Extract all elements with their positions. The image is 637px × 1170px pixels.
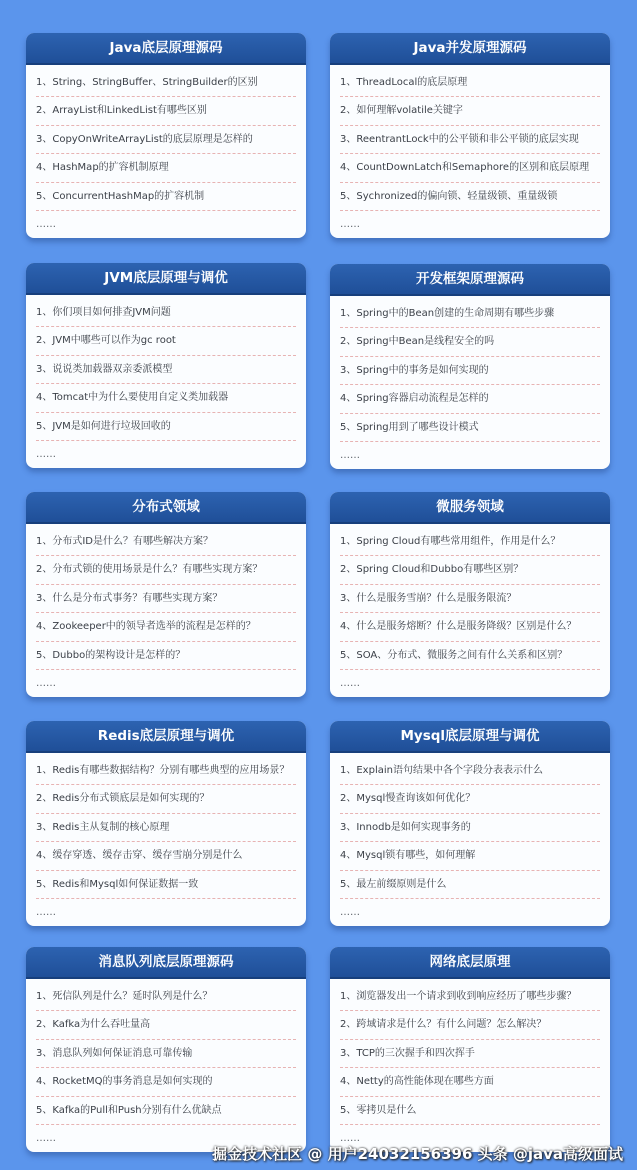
card-title: 消息队列底层原理源码 bbox=[26, 947, 306, 979]
list-item: 4、HashMap的扩容机制原理 bbox=[36, 154, 296, 182]
list-item: 4、Tomcat中为什么要使用自定义类加载器 bbox=[36, 384, 296, 412]
list-item: 5、Dubbo的架构设计是怎样的？ bbox=[36, 642, 296, 670]
list-item: 1、Spring Cloud有哪些常用组件，作用是什么？ bbox=[340, 528, 600, 556]
list-item-ellipsis: …… bbox=[36, 1132, 56, 1144]
card-network bbox=[330, 947, 610, 1152]
list-item: 3、说说类加载器双亲委派模型 bbox=[36, 356, 296, 384]
card-title: 开发框架原理源码 bbox=[330, 264, 610, 296]
list-item: 4、CountDownLatch和Semaphore的区别和底层原理 bbox=[340, 154, 600, 182]
list-item: 5、零拷贝是什么 bbox=[340, 1097, 600, 1125]
list-item: 3、消息队列如何保证消息可靠传输 bbox=[36, 1040, 296, 1068]
list-item: 2、JVM中哪些可以作为gc root bbox=[36, 327, 296, 355]
card-title: Java并发原理源码 bbox=[330, 33, 610, 65]
card-title: Redis底层原理与调优 bbox=[26, 721, 306, 753]
list-item: 2、Spring Cloud和Dubbo有哪些区别？ bbox=[340, 556, 600, 584]
card-microservices bbox=[330, 492, 610, 697]
list-item: 1、ThreadLocal的底层原理 bbox=[340, 69, 600, 97]
card-distributed bbox=[26, 492, 306, 697]
card-title: Mysql底层原理与调优 bbox=[330, 721, 610, 753]
list-item-ellipsis: …… bbox=[340, 677, 360, 689]
list-item: 2、Redis分布式锁底层是如何实现的？ bbox=[36, 785, 296, 813]
list-item: 2、跨域请求是什么？有什么问题？怎么解决？ bbox=[340, 1011, 600, 1039]
card-redis bbox=[26, 721, 306, 926]
card-message-queue bbox=[26, 947, 306, 1152]
list-item: 5、Kafka的Pull和Push分别有什么优缺点 bbox=[36, 1097, 296, 1125]
list-item: 5、JVM是如何进行垃圾回收的 bbox=[36, 413, 296, 441]
card-title: Java底层原理源码 bbox=[26, 33, 306, 65]
list-item: 1、你们项目如何排查JVM问题 bbox=[36, 299, 296, 327]
list-item-ellipsis: …… bbox=[340, 449, 360, 461]
list-item: 1、Explain语句结果中各个字段分表表示什么 bbox=[340, 757, 600, 785]
list-item: 4、RocketMQ的事务消息是如何实现的 bbox=[36, 1068, 296, 1096]
list-item: 1、Spring中的Bean创建的生命周期有哪些步骤 bbox=[340, 300, 600, 328]
card-title: 分布式领域 bbox=[26, 492, 306, 524]
list-item: 2、如何理解volatile关键字 bbox=[340, 97, 600, 125]
list-item-ellipsis: …… bbox=[340, 218, 360, 230]
card-java-concurrency bbox=[330, 33, 610, 238]
list-item: 5、Sychronized的偏向锁、轻量级锁、重量级锁 bbox=[340, 183, 600, 211]
list-item: 2、Kafka为什么吞吐量高 bbox=[36, 1011, 296, 1039]
card-frameworks bbox=[330, 264, 610, 469]
list-item: 5、Redis和Mysql如何保证数据一致 bbox=[36, 871, 296, 899]
list-item-ellipsis: …… bbox=[36, 677, 56, 689]
list-item: 4、Mysql锁有哪些，如何理解 bbox=[340, 842, 600, 870]
list-item: 5、最左前缀原则是什么 bbox=[340, 871, 600, 899]
card-title: 微服务领域 bbox=[330, 492, 610, 524]
list-item: 2、分布式锁的使用场景是什么？有哪些实现方案？ bbox=[36, 556, 296, 584]
list-item: 4、什么是服务熔断？什么是服务降级？区别是什么？ bbox=[340, 613, 600, 641]
list-item: 3、什么是分布式事务？有哪些实现方案？ bbox=[36, 585, 296, 613]
list-item: 5、SOA、分布式、微服务之间有什么关系和区别？ bbox=[340, 642, 600, 670]
list-item: 4、Zookeeper中的领导者选举的流程是怎样的？ bbox=[36, 613, 296, 641]
list-item: 3、Innodb是如何实现事务的 bbox=[340, 814, 600, 842]
list-item: 5、ConcurrentHashMap的扩容机制 bbox=[36, 183, 296, 211]
list-item: 3、TCP的三次握手和四次挥手 bbox=[340, 1040, 600, 1068]
list-item: 4、Spring容器启动流程是怎样的 bbox=[340, 385, 600, 413]
list-item: 1、死信队列是什么？延时队列是什么？ bbox=[36, 983, 296, 1011]
list-item: 2、ArrayList和LinkedList有哪些区别 bbox=[36, 97, 296, 125]
list-item: 3、什么是服务雪崩？什么是服务限流？ bbox=[340, 585, 600, 613]
list-item: 1、浏览器发出一个请求到收到响应经历了哪些步骤？ bbox=[340, 983, 600, 1011]
list-item-ellipsis: …… bbox=[340, 906, 360, 918]
list-item: 2、Mysql慢查询该如何优化？ bbox=[340, 785, 600, 813]
card-jvm bbox=[26, 263, 306, 468]
list-item: 1、String、StringBuffer、StringBuilder的区别 bbox=[36, 69, 296, 97]
list-item: 3、ReentrantLock中的公平锁和非公平锁的底层实现 bbox=[340, 126, 600, 154]
list-item: 3、Redis主从复制的核心原理 bbox=[36, 814, 296, 842]
card-title: 网络底层原理 bbox=[330, 947, 610, 979]
list-item-ellipsis: …… bbox=[36, 218, 56, 230]
list-item: 2、Spring中Bean是线程安全的吗 bbox=[340, 328, 600, 356]
list-item: 1、Redis有哪些数据结构？分别有哪些典型的应用场景？ bbox=[36, 757, 296, 785]
list-item: 1、分布式ID是什么？有哪些解决方案？ bbox=[36, 528, 296, 556]
list-item: 5、Spring用到了哪些设计模式 bbox=[340, 414, 600, 442]
card-mysql bbox=[330, 721, 610, 926]
watermark-text: 掘金技术社区 @ 用户24032156396 头条 @java高级面试 bbox=[212, 1145, 623, 1163]
list-item: 4、Netty的高性能体现在哪些方面 bbox=[340, 1068, 600, 1096]
list-item: 3、CopyOnWriteArrayList的底层原理是怎样的 bbox=[36, 126, 296, 154]
list-item-ellipsis: …… bbox=[36, 906, 56, 918]
card-java-source bbox=[26, 33, 306, 238]
list-item-ellipsis: …… bbox=[36, 448, 56, 460]
list-item: 3、Spring中的事务是如何实现的 bbox=[340, 357, 600, 385]
card-title: JVM底层原理与调优 bbox=[26, 263, 306, 295]
list-item: 4、缓存穿透、缓存击穿、缓存雪崩分别是什么 bbox=[36, 842, 296, 870]
list-item-ellipsis: …… bbox=[340, 1132, 360, 1144]
